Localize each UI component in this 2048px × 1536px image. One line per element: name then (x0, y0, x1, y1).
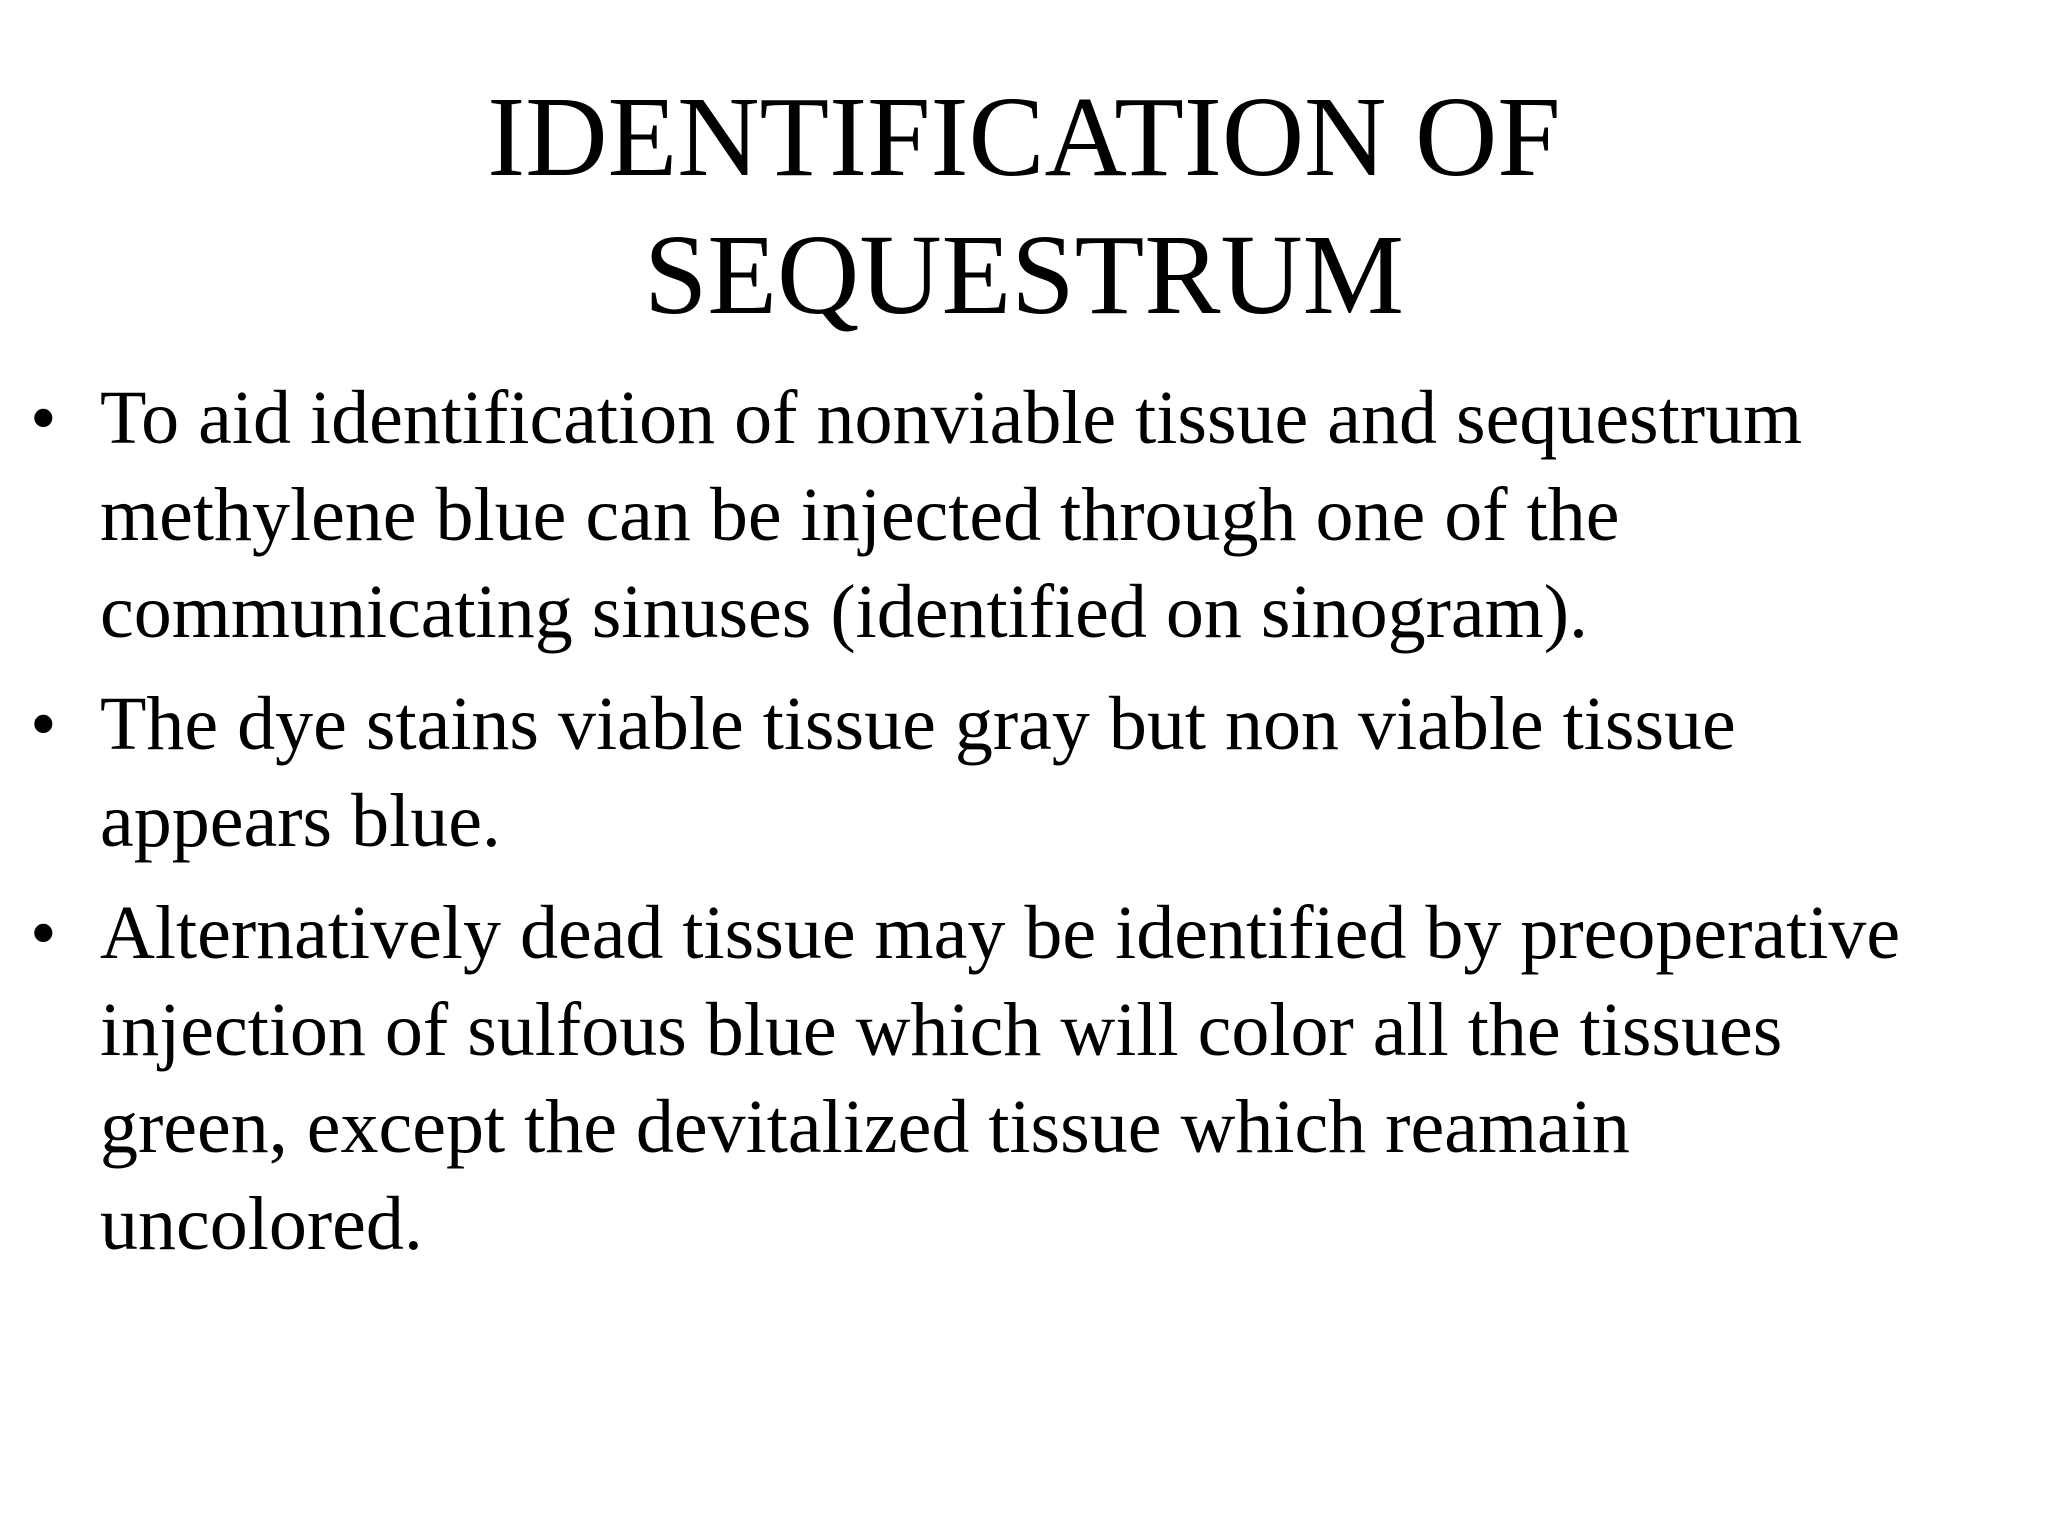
bullet-item-2 (24, 676, 2024, 870)
bullet-item-1 (24, 370, 2024, 661)
bullet-point-icon: • (30, 682, 57, 766)
bullet-2-line-2: appears blue. (100, 779, 501, 863)
bullet-1-line-1: To aid identification of nonviable tissue and sequestrum (100, 376, 1803, 460)
slide-title-line-2: SEQUESTRUM (643, 211, 1405, 338)
bullet-1-line-2: methylene blue can be injected through one of the (100, 473, 1620, 557)
slide-title (0, 68, 2048, 344)
bullet-item-3 (24, 885, 2024, 1273)
bullet-3-line-2: injection of sulfous blue which will color all the tissues (100, 988, 1783, 1072)
bullet-3-line-3: green, except the devitalized tissue which reamain (100, 1085, 1630, 1169)
bullet-1-line-3: communicating sinuses (identified on sinogram). (100, 570, 1589, 654)
bullet-3-line-1: Alternatively dead tissue may be identified by preoperative (100, 891, 1901, 975)
bullet-2-line-1: The dye stains viable tissue gray but non viable tissue (100, 682, 1736, 766)
slide-title-line-1: IDENTIFICATION OF (487, 73, 1561, 200)
bullet-point-icon: • (30, 891, 57, 975)
bullet-point-icon: • (30, 376, 57, 460)
bullet-3-line-4: uncolored. (100, 1182, 423, 1266)
bullet-list (24, 370, 2024, 1288)
